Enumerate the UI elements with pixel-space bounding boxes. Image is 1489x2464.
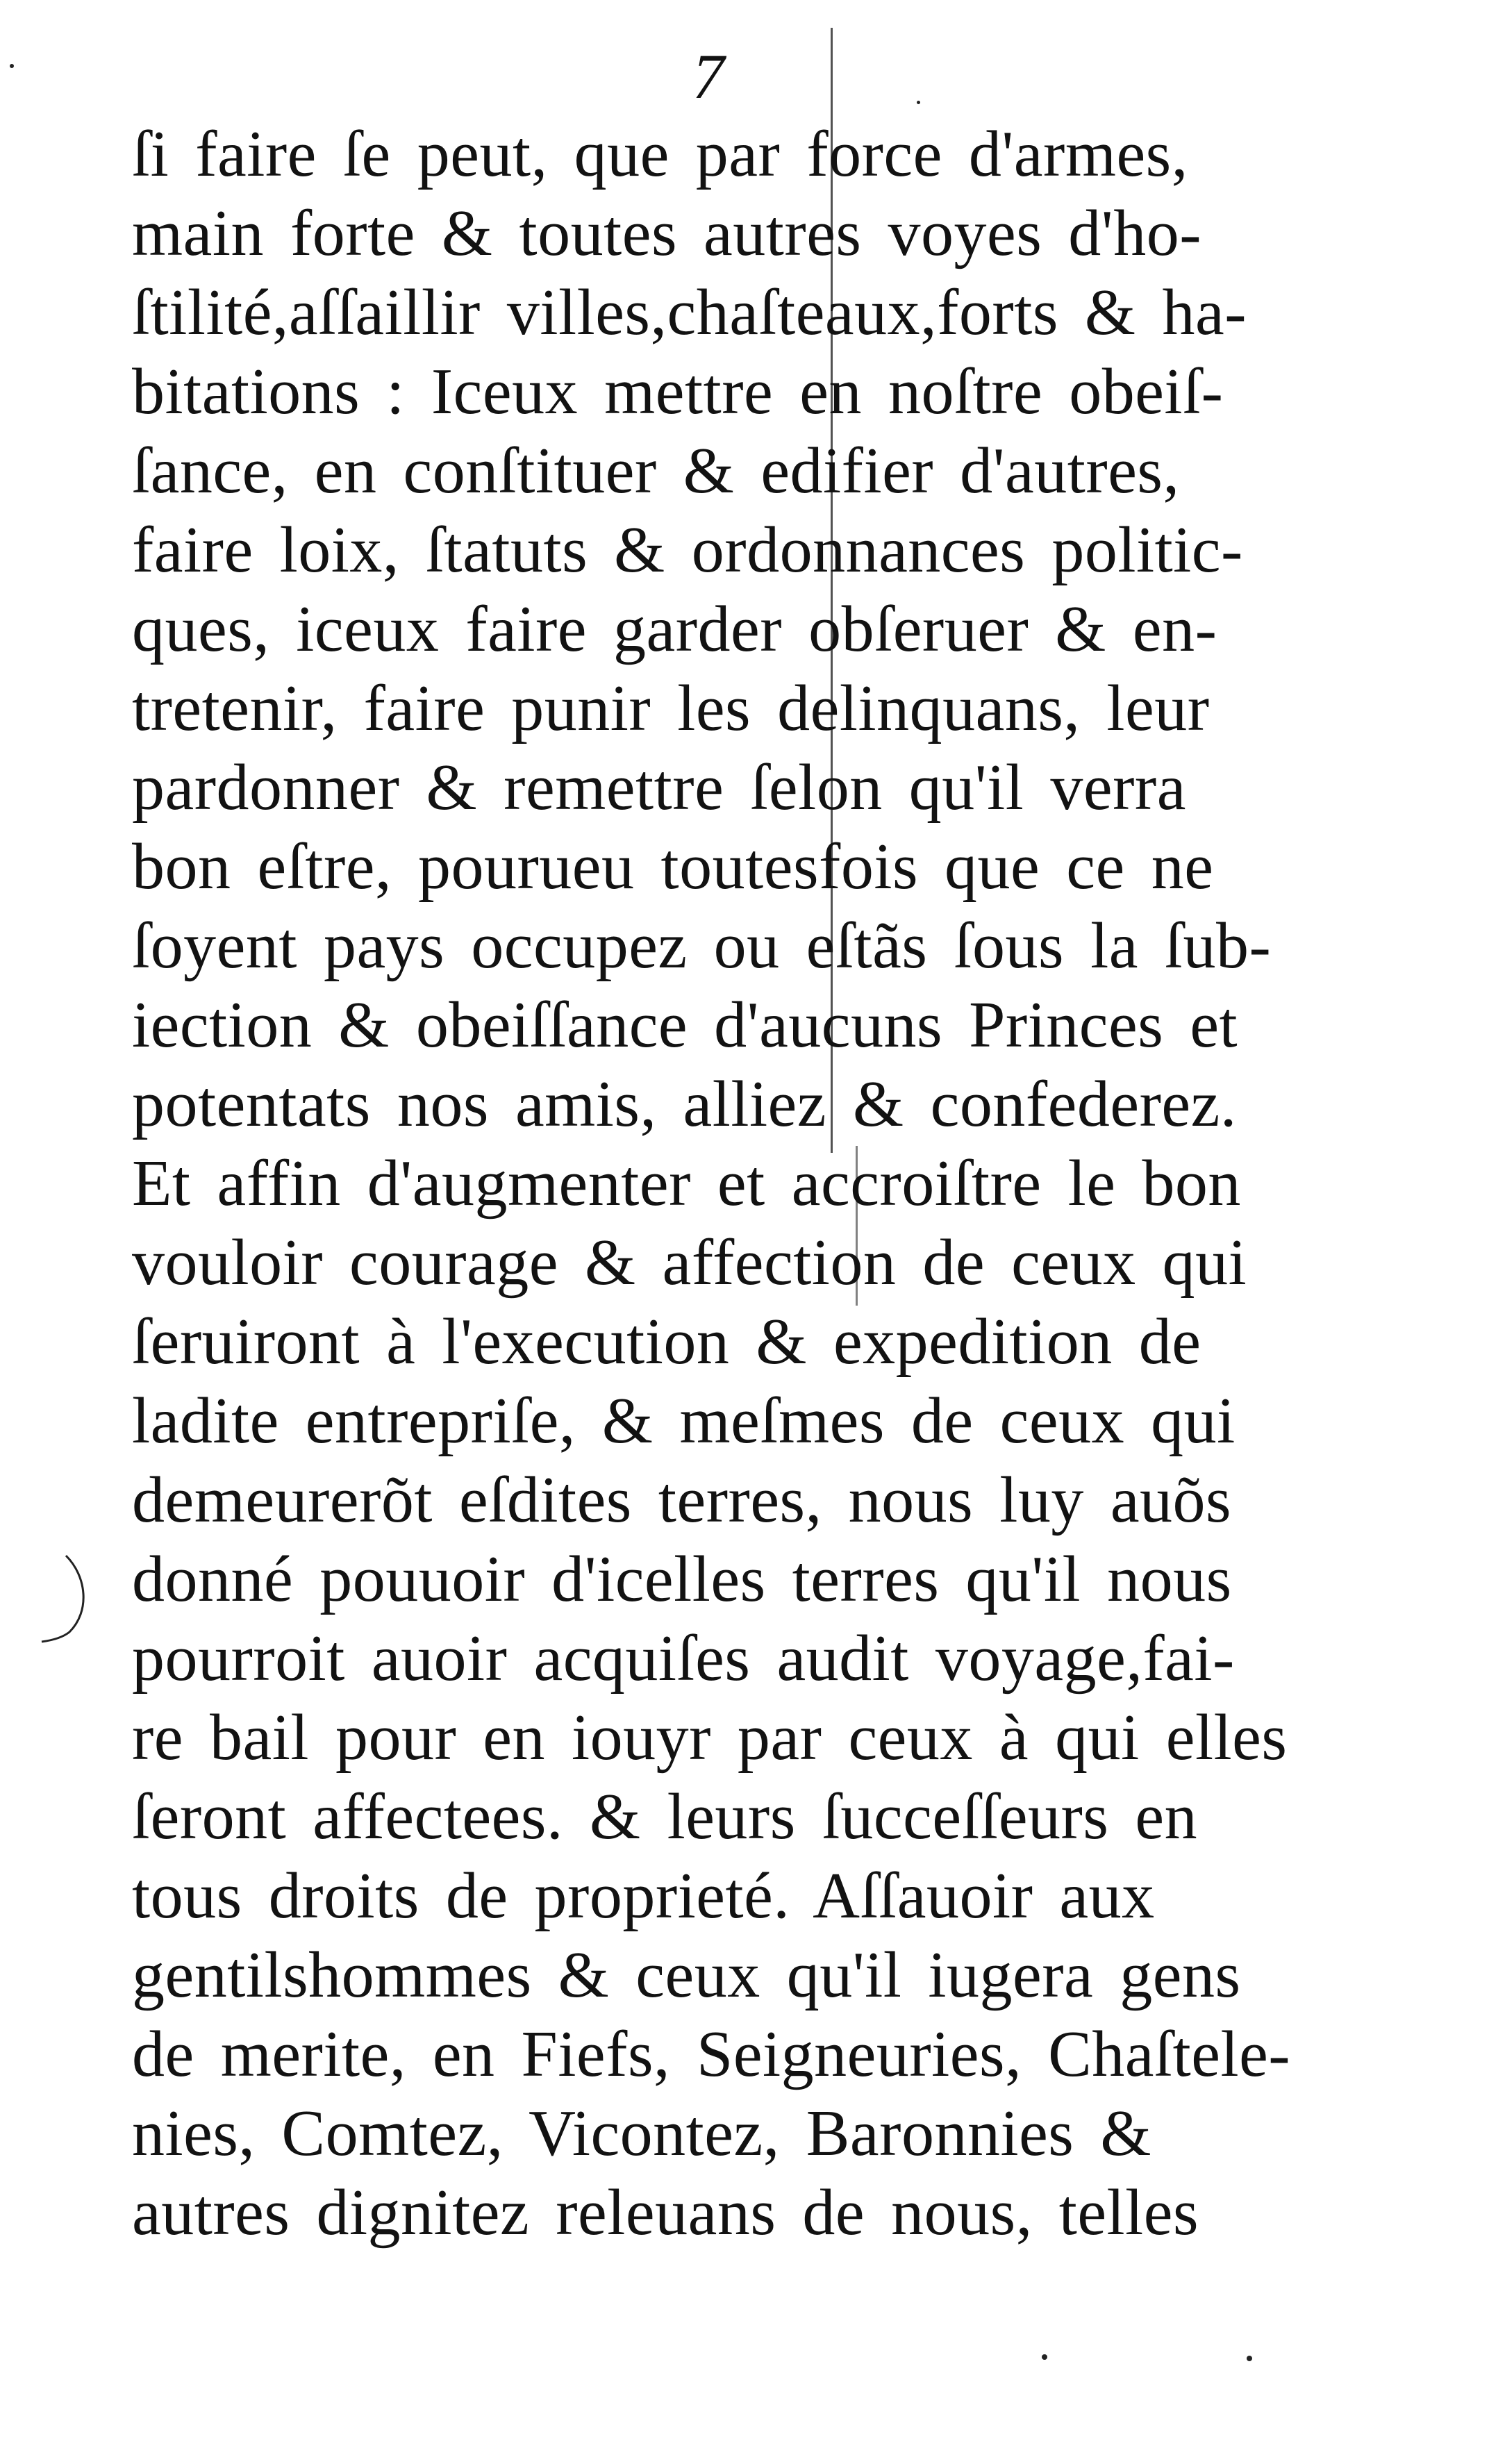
ink-speck (1247, 2356, 1252, 2361)
text-line: ques, iceux faire garder obſeruer & en- (132, 593, 1217, 665)
page-number: 7 (692, 41, 724, 112)
text-line: vouloir courage & affection de ceux qui (132, 1226, 1247, 1299)
text-line: ſoyent pays occupez ou eſtãs ſous la ſub- (132, 910, 1272, 982)
text-line: donné pouuoir d'icelles terres qu'il nous (132, 1543, 1232, 1615)
text-line: demeurerõt eſdites terres, nous luy auõs (132, 1464, 1232, 1536)
text-line: ſi faire ſe peut, que par force d'armes, (132, 118, 1188, 190)
text-line: ſtilité,aſſaillir villes,chaſteaux,forts & ha- (132, 276, 1247, 349)
ink-speck (10, 64, 14, 68)
body-text (132, 115, 1354, 2252)
text-line: tous droits de proprieté. Aſſauoir aux (132, 1860, 1155, 1932)
text-line: tretenir, faire punir les delinquans, leur (132, 672, 1210, 744)
ink-speck (917, 101, 920, 104)
text-line: ſance, en conſtituer & edifier d'autres, (132, 435, 1180, 507)
text-line: Et affin d'augmenter et accroiſtre le bon (132, 1147, 1241, 1219)
text-line: nies, Comtez, Vicontez, Baronnies & (132, 2097, 1151, 2170)
ink-speck (1042, 2354, 1047, 2360)
text-line: faire loix, ſtatuts & ordonnances politic- (132, 514, 1243, 586)
text-line: main forte & toutes autres voyes d'ho- (132, 197, 1202, 269)
text-line: bitations : Iceux mettre en noſtre obeiſ- (132, 356, 1224, 428)
text-line: ladite entrepriſe, & meſmes de ceux qui (132, 1385, 1236, 1457)
text-line: pardonner & remettre ſelon qu'il verra (132, 751, 1186, 824)
text-line: ſeront affectees. & leurs ſucceſſeurs en (132, 1781, 1198, 1853)
text-line: autres dignitez releuans de nous, telles (132, 2176, 1199, 2249)
text-line: pourroit auoir acquiſes audit voyage,fai- (132, 1622, 1235, 1695)
text-line: potentats nos amis, alliez & confederez. (132, 1068, 1237, 1140)
text-line: de merite, en Fiefs, Seigneuries, Chaſtele- (132, 2018, 1291, 2090)
text-line: re bail pour en iouyr par ceux à qui elles (132, 1701, 1288, 1774)
text-line: gentilshommes & ceux qu'il iugera gens (132, 1939, 1241, 2011)
margin-bracket-mark (38, 1549, 101, 1653)
text-line: ſeruiront à l'execution & expedition de (132, 1306, 1201, 1378)
text-line: bon eſtre, pourueu toutesfois que ce ne (132, 831, 1214, 903)
text-line: iection & obeiſſance d'aucuns Princes et (132, 989, 1238, 1061)
